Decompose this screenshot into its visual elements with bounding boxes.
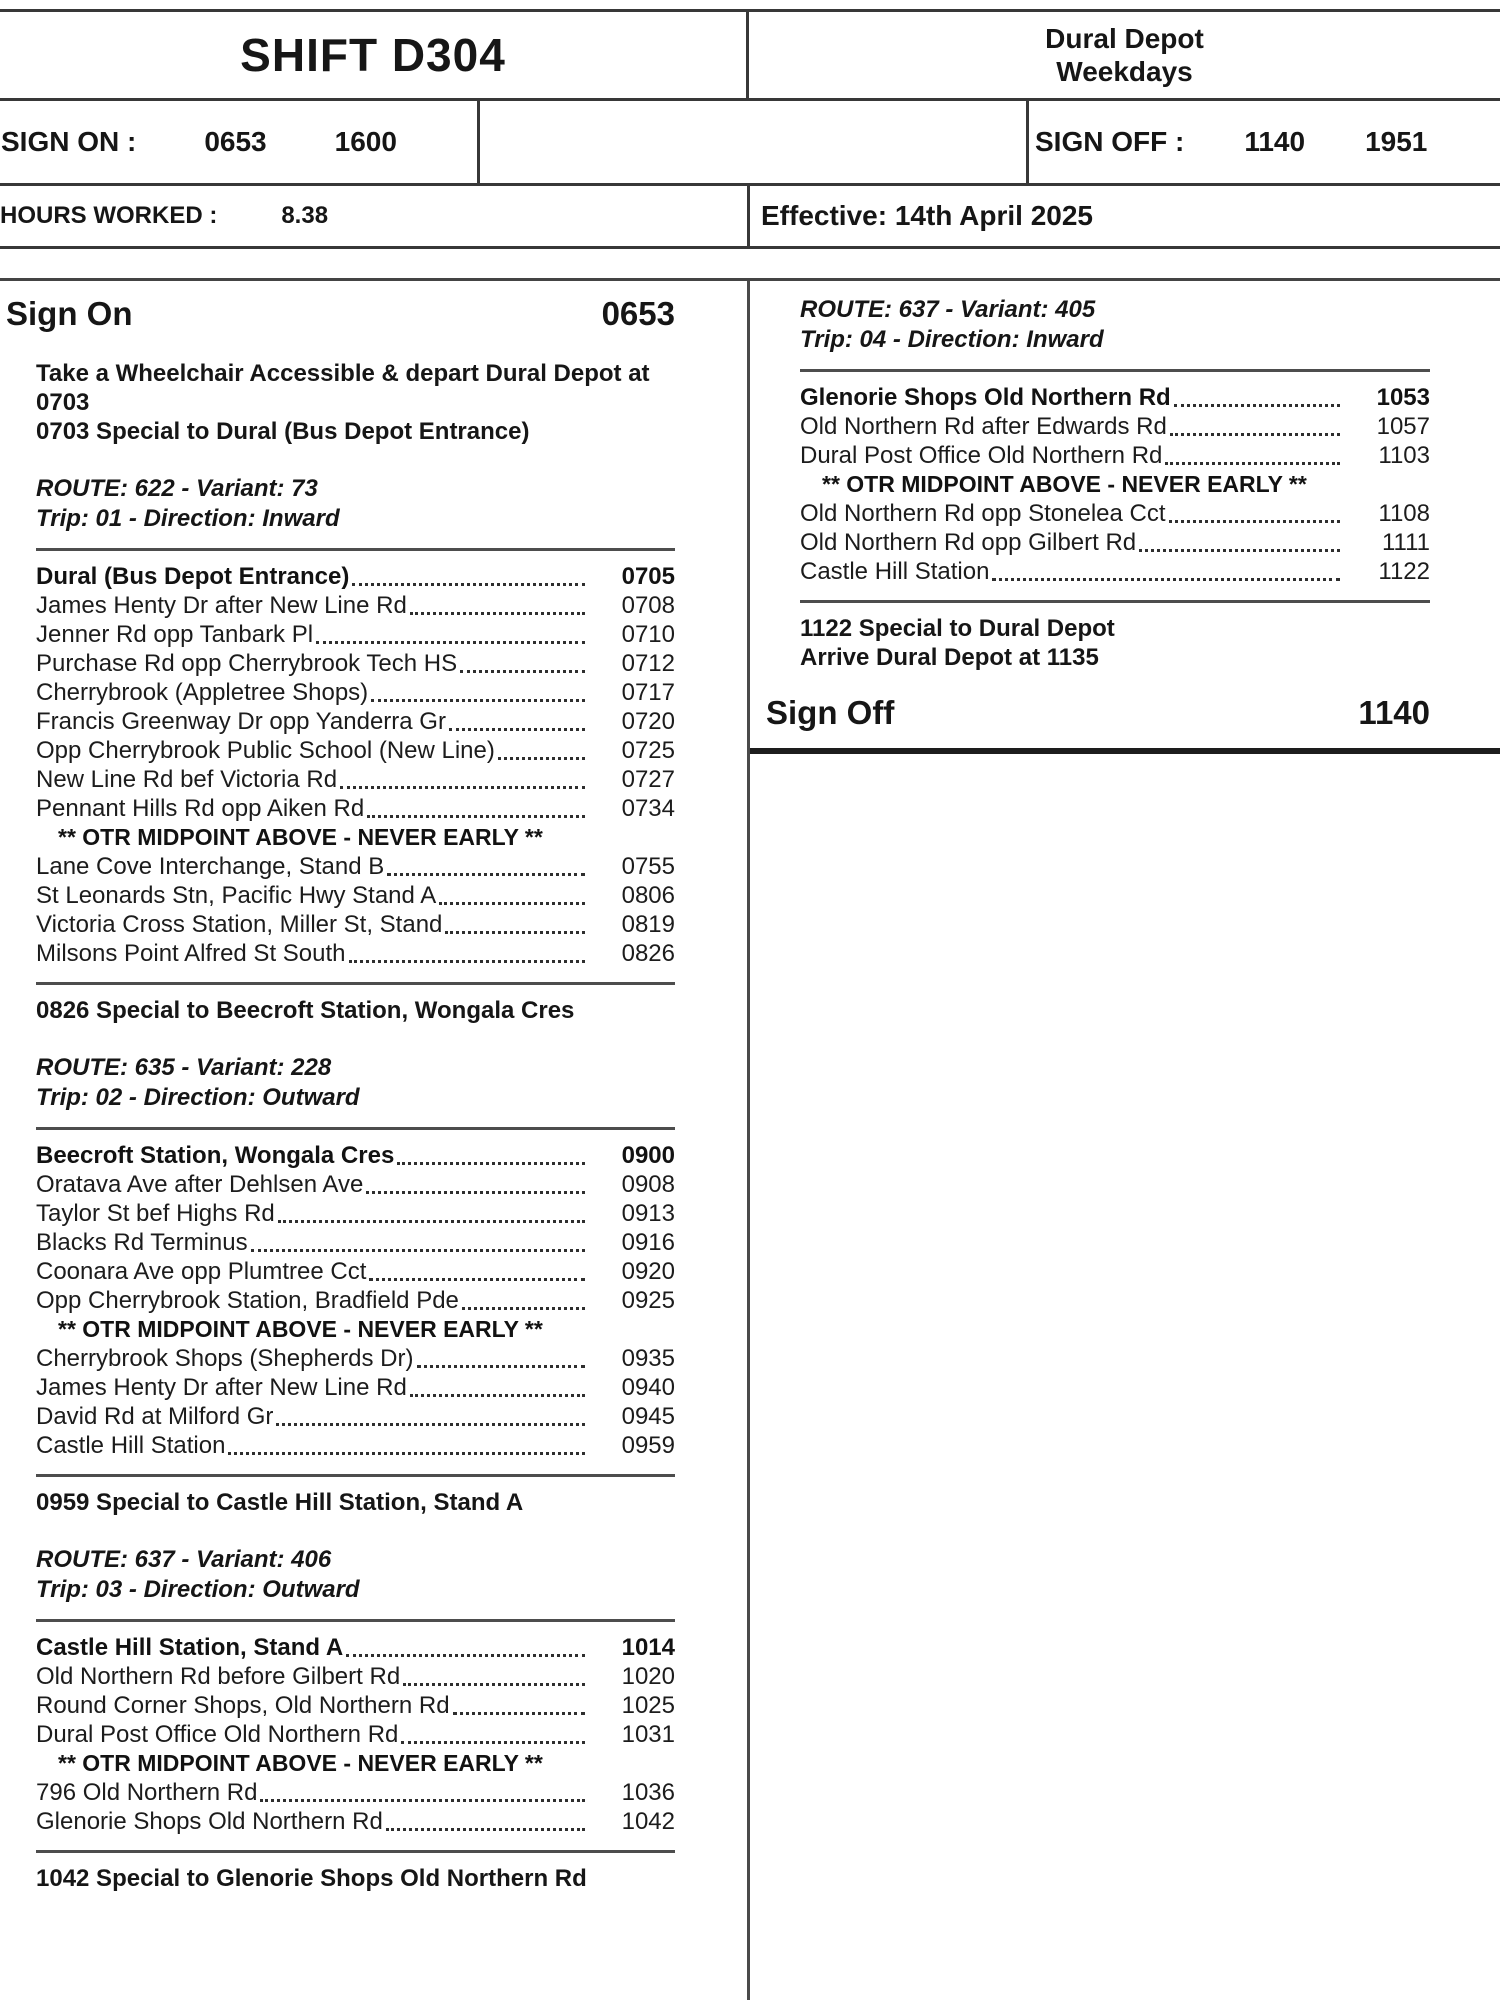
- sign-on-head: [6, 295, 675, 333]
- depot-name: Dural Depot: [1045, 23, 1204, 54]
- stop-name: Francis Greenway Dr opp Yanderra Gr: [36, 708, 446, 735]
- stop-name: New Line Rd bef Victoria Rd: [36, 766, 338, 793]
- shift-title-cell: [0, 12, 746, 98]
- stop-time: 0940: [621, 1374, 675, 1401]
- stop-name: Round Corner Shops, Old Northern Rd: [36, 1692, 450, 1719]
- dot-leader: [346, 1654, 585, 1657]
- dot-leader: [371, 699, 585, 702]
- stop-time: 1014: [621, 1634, 675, 1661]
- stop-row: [36, 1778, 675, 1807]
- stop-name: 796 Old Northern Rd: [36, 1779, 258, 1806]
- hours-worked-value: 8.38: [281, 202, 329, 229]
- stop-row: [36, 1720, 675, 1749]
- note-line: 0959 Special to Castle Hill Station, Stand A: [36, 1489, 524, 1516]
- route-variant-line: ROUTE: 637 - Variant: 406: [36, 1546, 332, 1573]
- notes-block: [36, 996, 675, 1025]
- stop-time: 0925: [621, 1287, 675, 1314]
- stop-name: Blacks Rd Terminus: [36, 1229, 248, 1256]
- stop-time: 1108: [1378, 500, 1430, 527]
- stop-time: 1042: [621, 1808, 675, 1835]
- dot-leader: [1169, 520, 1340, 523]
- stop-table-top-rule: [36, 1127, 675, 1130]
- stop-name: Opp Cherrybrook Public School (New Line): [36, 737, 495, 764]
- stop-name: Glenorie Shops Old Northern Rd: [36, 1808, 383, 1835]
- stop-row: [36, 1199, 675, 1228]
- stop-row: [36, 707, 675, 736]
- stop-name: Dural Post Office Old Northern Rd: [800, 442, 1163, 469]
- sign-off-head: [766, 694, 1430, 732]
- stop-name: St Leonards Stn, Pacific Hwy Stand A: [36, 882, 437, 909]
- stop-name: Pennant Hills Rd opp Aiken Rd: [36, 795, 365, 822]
- stop-name: Cherrybrook Shops (Shepherds Dr): [36, 1345, 414, 1372]
- stop-name: Milsons Point Alfred St South: [36, 940, 346, 967]
- dot-leader: [401, 1741, 585, 1744]
- section-time: 0653: [601, 295, 675, 332]
- stop-time: 0935: [621, 1345, 675, 1372]
- stop-row: [800, 383, 1430, 412]
- dot-leader: [228, 1452, 585, 1455]
- stop-row: [800, 528, 1430, 557]
- stop-name: Dural (Bus Depot Entrance): [36, 563, 350, 590]
- stop-name: James Henty Dr after New Line Rd: [36, 592, 407, 619]
- dot-leader: [445, 931, 585, 934]
- stop-name: Castle Hill Station, Stand A: [36, 1634, 344, 1661]
- stop-row: [36, 620, 675, 649]
- trip-direction-line: Trip: 03 - Direction: Outward: [36, 1576, 360, 1603]
- stop-row: [36, 1373, 675, 1402]
- stop-row: [36, 1402, 675, 1431]
- stop-time: 0734: [621, 795, 675, 822]
- sign-on-label: SIGN ON :: [1, 126, 137, 157]
- dot-leader: [417, 1365, 586, 1368]
- stop-name: Castle Hill Station: [800, 558, 990, 585]
- stop-name: Opp Cherrybrook Station, Bradfield Pde: [36, 1287, 459, 1314]
- dot-leader: [439, 902, 585, 905]
- shift-title: SHIFT D304: [240, 29, 506, 81]
- stop-row: [36, 736, 675, 765]
- stop-row: [36, 1257, 675, 1286]
- stop-row: [800, 499, 1430, 528]
- stop-row: [36, 910, 675, 939]
- section-label: Sign Off: [766, 694, 895, 731]
- right-column: [750, 281, 1500, 754]
- dot-leader: [340, 786, 585, 789]
- stop-time: 0806: [621, 882, 675, 909]
- sign-on-time-1: 0653: [204, 126, 267, 157]
- dot-leader: [1165, 462, 1340, 465]
- sign-off-cell: [1029, 101, 1500, 183]
- stop-table-bottom-rule: [36, 1850, 675, 1853]
- stop-name: Beecroft Station, Wongala Cres: [36, 1142, 395, 1169]
- stop-name: Purchase Rd opp Cherrybrook Tech HS: [36, 650, 458, 677]
- stop-row: [36, 794, 675, 823]
- note-line: 1042 Special to Glenorie Shops Old Northern Rd: [36, 1865, 587, 1892]
- dot-leader: [410, 1394, 585, 1397]
- notes-block: [36, 1488, 675, 1517]
- dot-leader: [278, 1220, 585, 1223]
- stop-name: Old Northern Rd after Edwards Rd: [800, 413, 1167, 440]
- dot-leader: [251, 1249, 585, 1252]
- stop-time: 0819: [621, 911, 675, 938]
- stop-row: [36, 881, 675, 910]
- notes-block: [36, 359, 675, 446]
- stop-table-top-rule: [36, 548, 675, 551]
- trip-block: [36, 1053, 675, 1477]
- dot-leader: [498, 757, 585, 760]
- stop-row: [36, 1170, 675, 1199]
- stop-table-bottom-rule: [36, 982, 675, 985]
- otr-midpoint-note: ** OTR MIDPOINT ABOVE - NEVER EARLY **: [822, 471, 1307, 497]
- dot-leader: [386, 1828, 585, 1831]
- left-column: [0, 281, 747, 1893]
- sign-off-time-2: 1951: [1365, 126, 1428, 157]
- dot-leader: [369, 1278, 585, 1281]
- stop-row: [36, 1286, 675, 1315]
- stop-row: [36, 852, 675, 881]
- header-row3-border: [0, 246, 1500, 249]
- stop-time: 0959: [621, 1432, 675, 1459]
- section-label: Sign On: [6, 295, 133, 332]
- stop-row: [36, 1662, 675, 1691]
- stop-name: Dural Post Office Old Northern Rd: [36, 1721, 399, 1748]
- route-variant-line: ROUTE: 622 - Variant: 73: [36, 475, 318, 502]
- stop-name: James Henty Dr after New Line Rd: [36, 1374, 407, 1401]
- note-line: 0703 Special to Dural (Bus Depot Entrance): [36, 418, 530, 445]
- sign-off-time-1: 1140: [1244, 126, 1306, 157]
- stop-row: [36, 591, 675, 620]
- dot-leader: [462, 1307, 585, 1310]
- stop-time: 1036: [621, 1779, 675, 1806]
- stop-row: [800, 557, 1430, 586]
- stop-time: 0755: [621, 853, 675, 880]
- stop-time: 1122: [1378, 558, 1430, 585]
- stop-row: [36, 1633, 675, 1662]
- notes-block: [800, 614, 1430, 672]
- stop-time: 1111: [1381, 529, 1430, 556]
- trip-direction-line: Trip: 01 - Direction: Inward: [36, 505, 340, 532]
- dot-leader: [453, 1712, 585, 1715]
- sign-on-cell: [0, 101, 477, 183]
- sign-off-label: SIGN OFF :: [1035, 126, 1185, 157]
- trip-direction-line: Trip: 04 - Direction: Inward: [800, 326, 1104, 353]
- dot-leader: [366, 1191, 585, 1194]
- stop-row: [36, 939, 675, 968]
- trip-block: [800, 295, 1430, 603]
- stop-time: 0913: [621, 1200, 675, 1227]
- stop-time: 0727: [621, 766, 675, 793]
- stop-row: [36, 1344, 675, 1373]
- stop-time: 0717: [621, 679, 675, 706]
- hours-worked-label: HOURS WORKED :: [0, 202, 218, 229]
- otr-midpoint-note: ** OTR MIDPOINT ABOVE - NEVER EARLY **: [58, 1750, 543, 1776]
- stop-name: Old Northern Rd before Gilbert Rd: [36, 1663, 401, 1690]
- sign-on-time-2: 1600: [334, 126, 397, 157]
- note-line: 0703: [36, 389, 90, 416]
- route-variant-line: ROUTE: 637 - Variant: 405: [800, 296, 1096, 323]
- dot-leader: [349, 960, 586, 963]
- otr-midpoint-note: ** OTR MIDPOINT ABOVE - NEVER EARLY **: [58, 824, 543, 850]
- stop-table-bottom-rule: [800, 600, 1430, 603]
- dot-leader: [1174, 404, 1340, 407]
- dot-leader: [1170, 433, 1340, 436]
- note-line: Arrive Dural Depot at 1135: [800, 644, 1099, 671]
- stop-name: Victoria Cross Station, Miller St, Stand: [36, 911, 443, 938]
- stop-time: 0708: [621, 592, 675, 619]
- dot-leader: [410, 612, 585, 615]
- stop-time: 0720: [621, 708, 675, 735]
- stop-time: 0945: [621, 1403, 675, 1430]
- dot-leader: [992, 578, 1340, 581]
- stop-table-top-rule: [800, 369, 1430, 372]
- depot-days: Weekdays: [1056, 56, 1193, 87]
- stop-time: 0900: [621, 1142, 675, 1169]
- stop-row: [36, 562, 675, 591]
- stop-table-bottom-rule: [36, 1474, 675, 1477]
- dot-leader: [403, 1683, 585, 1686]
- trip-direction-line: Trip: 02 - Direction: Outward: [36, 1084, 360, 1111]
- stop-row: [36, 1431, 675, 1460]
- stop-time: 0916: [621, 1229, 675, 1256]
- stop-time: 1025: [621, 1692, 675, 1719]
- depot-heading: [1045, 22, 1204, 88]
- stop-name: Taylor St bef Highs Rd: [36, 1200, 275, 1227]
- dot-leader: [397, 1162, 585, 1165]
- stop-time: 0826: [621, 940, 675, 967]
- dot-leader: [367, 815, 585, 818]
- dot-leader: [460, 670, 585, 673]
- stop-name: David Rd at Milford Gr: [36, 1403, 274, 1430]
- stop-row: [36, 1807, 675, 1836]
- stop-time: 0712: [621, 650, 675, 677]
- dot-leader: [449, 728, 585, 731]
- stop-time: 1053: [1376, 384, 1430, 411]
- depot-cell: [749, 12, 1500, 98]
- notes-block: [36, 1864, 675, 1893]
- stop-name: Coonara Ave opp Plumtree Cct: [36, 1258, 367, 1285]
- section-time: 1140: [1358, 694, 1430, 731]
- trip-block: [36, 474, 675, 985]
- stop-time: 1031: [621, 1721, 675, 1748]
- stop-time: 0705: [621, 563, 675, 590]
- stop-table-top-rule: [36, 1619, 675, 1622]
- stop-time: 0908: [621, 1171, 675, 1198]
- stop-time: 0920: [621, 1258, 675, 1285]
- stop-name: Glenorie Shops Old Northern Rd: [800, 384, 1171, 411]
- dot-leader: [1139, 549, 1340, 552]
- stop-row: [36, 1228, 675, 1257]
- note-line: 0826 Special to Beecroft Station, Wongala Cres: [36, 997, 575, 1024]
- dot-leader: [276, 1423, 585, 1426]
- otr-midpoint-note: ** OTR MIDPOINT ABOVE - NEVER EARLY **: [58, 1316, 543, 1342]
- stop-name: Cherrybrook (Appletree Shops): [36, 679, 369, 706]
- stop-row: [36, 1691, 675, 1720]
- sign-off-end-line: [750, 748, 1500, 754]
- dot-leader: [387, 873, 585, 876]
- note-line: 1122 Special to Dural Depot: [800, 615, 1115, 642]
- trip-block: [36, 1545, 675, 1853]
- stop-name: Jenner Rd opp Tanbark Pl: [36, 621, 314, 648]
- stop-name: Old Northern Rd opp Stonelea Cct: [800, 500, 1166, 527]
- stop-name: Oratava Ave after Dehlsen Ave: [36, 1171, 364, 1198]
- stop-row: [36, 649, 675, 678]
- note-line: Take a Wheelchair Accessible & depart Dural Depot at: [36, 360, 650, 387]
- stop-time: 1103: [1378, 442, 1430, 469]
- dot-leader: [316, 641, 585, 644]
- header-row2-divider-left: [477, 101, 480, 183]
- stop-time: 0710: [621, 621, 675, 648]
- dot-leader: [260, 1799, 585, 1802]
- stop-name: Castle Hill Station: [36, 1432, 226, 1459]
- effective-date: Effective: 14th April 2025: [761, 200, 1093, 231]
- stop-name: Lane Cove Interchange, Stand B: [36, 853, 385, 880]
- stop-row: [800, 441, 1430, 470]
- stop-time: 1057: [1376, 413, 1430, 440]
- route-variant-line: ROUTE: 635 - Variant: 228: [36, 1054, 332, 1081]
- effective-date-cell: [749, 186, 1500, 246]
- hours-worked-cell: [0, 186, 747, 246]
- stop-row: [36, 765, 675, 794]
- stop-time: 0725: [621, 737, 675, 764]
- stop-time: 1020: [621, 1663, 675, 1690]
- stop-row: [800, 412, 1430, 441]
- stop-row: [36, 678, 675, 707]
- stop-row: [36, 1141, 675, 1170]
- stop-name: Old Northern Rd opp Gilbert Rd: [800, 529, 1137, 556]
- dot-leader: [352, 583, 585, 586]
